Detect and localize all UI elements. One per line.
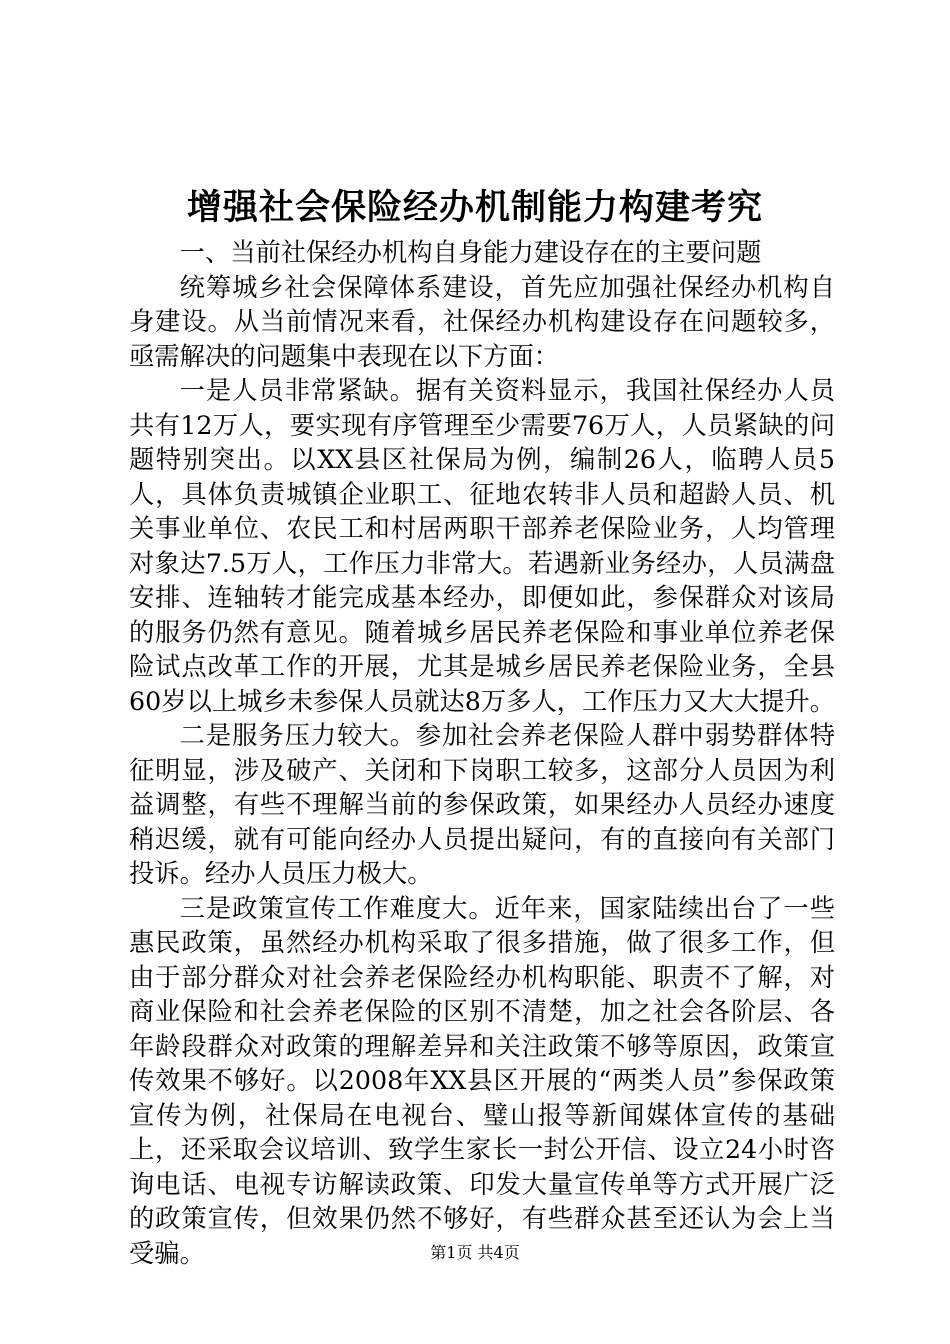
section-heading: 一、当前社保经办机构自身能力建设存在的主要问题 xyxy=(179,238,762,267)
page-footer: 第1页 共4页 xyxy=(430,1243,520,1262)
paragraph-staff-shortage: 一是人员非常紧缺。据有关资料显示，我国社保经办人员共有12万人，要实现有序管理至少需要76万人，人员紧缺的问题特别突出。以XX县区社保局为例，编制26人，临聘人员5人，具体负责城镇企业职工、征地农转非人员和超龄人员、机关事业单位、农民工和村居两职干部养老保险业务，人均管理对象达7.5万人，工作压力非常大。若遇新业务经办，人员满盘安排、连轴转才能完成基本经办，即便如此，参保群众对该局的服务仍然有意见。随着城乡居民养老保险和事业单位养老保险试点改革工作的开展，尤其是城乡居民养老保险业务，全县60岁以上城乡未参保人员就达8万多人，工作压力又大大提升。 xyxy=(129,376,836,716)
paragraph-policy-publicity: 三是政策宣传工作难度大。近年来，国家陆续出台了一些惠民政策，虽然经办机构采取了很多措施，做了很多工作，但由于部分群众对社会养老保险经办机构职能、职责不了解，对商业保险和社会养老保险的区别不清楚，加之社会各阶层、各年龄段群众对政策的理解差异和关注政策不够等原因，政策宣传效果不够好。以2008年XX县区开展的“两类人员”参保政策宣传为例，社保局在电视台、璧山报等新闻媒体宣传的基础上，还采取会议培训、致学生家长一封公开信、设立24小时咨询电话、电视专访解读政策、印发大量宣传单等方式开展广泛的政策宣传，但效果仍然不够好，有些群众甚至还认为会上当受骗。 xyxy=(129,893,835,1268)
document-title: 增强社会保险经办机制能力构建考究 xyxy=(186,187,763,228)
paragraph-intro: 统筹城乡社会保障体系建设，首先应加强社保经办机构自身建设。从当前情况来看，社保经办机构建设存在问题较多，亟需解决的问题集中表现在以下方面： xyxy=(129,272,835,371)
document-body xyxy=(129,236,835,1271)
paragraph-service-pressure: 二是服务压力较大。参加社会养老保险人群中弱势群体特征明显，涉及破产、关闭和下岗职工较多，这部分人员因为利益调整，有些不理解当前的参保政策，如果经办人员经办速度稍迟缓，就有可能向经办人员提出疑问，有的直接向有关部门投诉。经办人员压力极大。 xyxy=(129,721,835,888)
